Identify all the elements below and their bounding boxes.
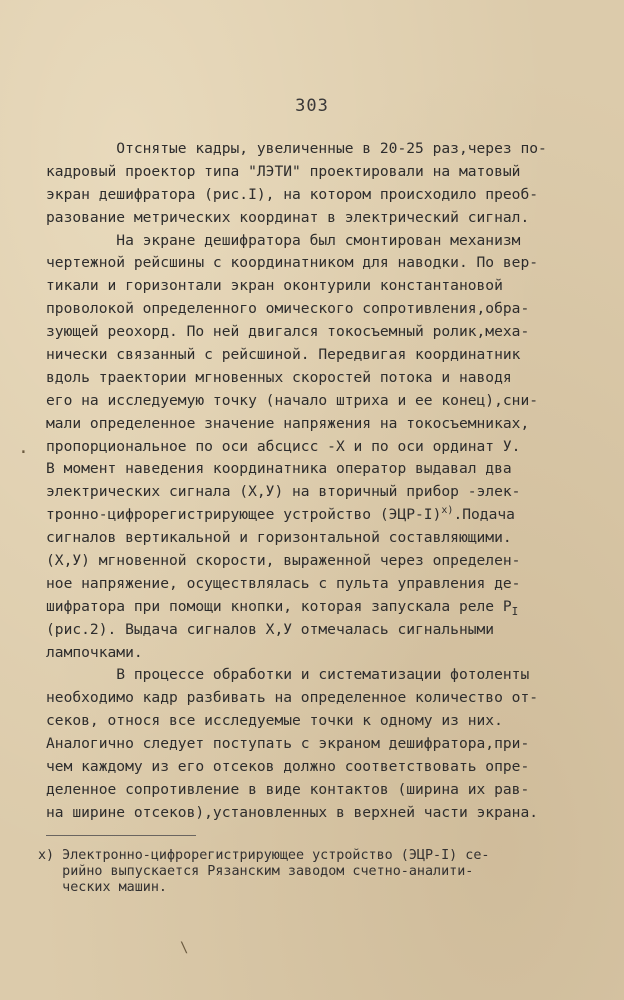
footnote-divider [46,835,196,836]
text-segment: .Подача [453,506,515,524]
text-line: деленное сопротивление в виде контактов (ширина их рав- [46,780,530,798]
text-line: зующей реохорд. По ней двигался токосъемный ролик,меха- [46,323,530,341]
footnote-line: ческих машин. [38,880,167,895]
text-line: чем каждому из его отсеков должно соответствовать опре- [46,758,530,776]
text-line: В процессе обработки и систематизации фотоленты [46,666,530,684]
text-line: его на исследуемую точку (начало штриха и ее конец),сни- [46,391,539,409]
text-line: В момент наведения координатника оператор выдавал два [46,460,512,478]
text-line: (Х,У) мгновенной скорости, выраженной через определен- [46,552,521,570]
text-line: электрических сигнала (Х,У) на вторичный прибор -элек- [46,483,521,501]
relay-subscript: I [511,604,519,618]
text-line: вдоль траектории мгновенных скоростей потока и наводя [46,368,512,386]
text-line: (рис.2). Выдача сигналов Х,У отмечалась сигнальными [46,620,495,638]
text-line: чертежной рейсшины с координатником для наводки. По вер- [46,254,539,272]
text-line: необходимо кадр разбивать на определенное количество от- [46,689,539,707]
page-number: 303 [295,96,329,116]
text-line: мали определенное значение напряжения на токосъемниках, [46,414,530,432]
footnote [38,848,598,896]
stray-mark: \ [180,940,189,956]
text-line-with-subscript [46,596,586,619]
text-line: кадровый проектор типа "ЛЭТИ" проектировали на матовый [46,162,521,180]
text-line: Отснятые кадры, увеличенные в 20-25 раз,через по- [46,140,547,157]
body-text [46,138,586,825]
text-line: секов, относя все исследуемые точки к одному из них. [46,712,503,730]
text-line: разование метрических координат в электрический сигнал. [46,208,530,226]
footnote-line: x) Электронно-цифрорегистрирующее устройство (ЭЦР-I) се- [38,848,490,863]
text-line: сигналов вертикальной и горизонтальной составляющими. [46,529,512,547]
footnote-reference: x) [441,505,454,517]
text-segment: тронно-цифрорегистрирующее устройство (ЭЦР-I) [46,506,442,524]
text-line: нически связанный с рейсшиной. Передвигая координатник [46,346,521,364]
margin-dot: · [18,442,29,463]
text-line: лампочками. [46,643,143,661]
footnote-line: рийно выпускается Рязанским заводом счетно-аналити- [38,864,474,879]
text-line: Аналогично следует поступать с экраном дешифратора,при- [46,735,530,753]
text-line-with-footnote-ref [46,504,586,527]
text-segment: шифратора при помощи кнопки, которая запускала реле Р [46,597,512,615]
text-line: на ширине отсеков),установленных в верхней части экрана. [46,803,539,821]
text-line: проволокой определенного омического сопротивления,обра- [46,300,530,318]
text-line: экран дешифратора (рис.I), на котором происходило преоб- [46,185,539,203]
text-line: ное напряжение, осуществлялась с пульта управления де- [46,574,521,592]
text-line: тикали и горизонтали экран оконтурили константановой [46,277,503,295]
text-line: пропорциональное по оси абсцисс -Х и по оси ординат У. [46,437,521,455]
text-line: На экране дешифратора был смонтирован механизм [46,231,521,249]
